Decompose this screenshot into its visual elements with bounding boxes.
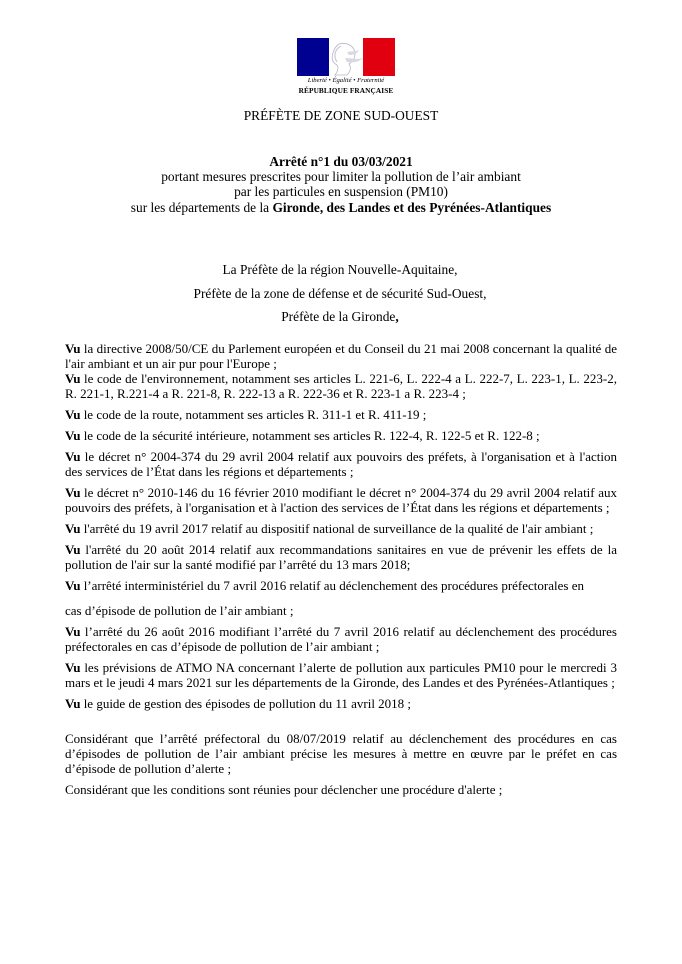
decree-subject-line-3 xyxy=(100,200,582,215)
republique-francaise-logo xyxy=(293,38,399,100)
vu-keyword: Vu xyxy=(65,624,81,639)
departments-list: Gironde, des Landes et des Pyrénées-Atlantiques xyxy=(272,199,552,215)
vu-text: l’arrêté du 26 août 2016 modifiant l’arrêté du 7 avril 2016 relatif au déclenchement des procédures préfectorales en cas d’épisode de pollution de l’air ambiant ; xyxy=(65,624,617,654)
considerant-item: Considérant que les conditions sont réunies pour déclencher une procédure d'alerte ; xyxy=(65,782,503,797)
vu-keyword: Vu xyxy=(65,521,81,536)
authority-line-region: La Préfète de la région Nouvelle-Aquitaine, xyxy=(222,262,458,277)
vu-item xyxy=(65,407,617,422)
vu-keyword: Vu xyxy=(65,428,81,443)
authority-gironde-text: Préfète de la Gironde xyxy=(281,309,396,324)
republique-francaise-label: RÉPUBLIQUE FRANÇAISE xyxy=(298,86,394,95)
vu-item xyxy=(65,624,617,654)
vu-text: le guide de gestion des épisodes de pollution du 11 avril 2018 ; xyxy=(80,696,412,711)
vu-item-continuation: cas d’épisode de pollution de l’air ambiant ; xyxy=(65,603,294,618)
issuing-authority-header: PRÉFÈTE DE ZONE SUD-OUEST xyxy=(243,108,439,123)
vu-text: le décret n° 2010-146 du 16 février 2010 modifiant le décret n° 2004-374 du 29 avril 2004 relatif aux pouvoirs des préfets, à l'organisation et à l'action des services de l’État dans les régions et départements ; xyxy=(65,485,617,515)
vu-keyword: Vu xyxy=(65,371,81,386)
vu-keyword: Vu xyxy=(65,696,81,711)
republic-motto: Liberté • Égalité • Fraternité xyxy=(307,77,385,84)
vu-keyword: Vu xyxy=(65,660,81,675)
authority-gironde-comma: , xyxy=(395,309,399,324)
decree-body xyxy=(65,341,617,797)
vu-item xyxy=(65,521,617,536)
vu-item xyxy=(65,341,617,371)
decree-subject-prefix: sur les départements de la xyxy=(130,199,273,215)
vu-text: l'arrêté du 19 avril 2017 relatif au dispositif national de surveillance de la qualité de l'air ambiant ; xyxy=(80,521,594,536)
vu-text: le code de la route, notamment ses articles R. 311-1 et R. 411-19 ; xyxy=(80,407,427,422)
vu-keyword: Vu xyxy=(65,407,81,422)
tricolor-flag-icon xyxy=(297,38,395,76)
vu-text: le code de l'environnement, notamment ses articles L. 221-6, L. 222-4 a L. 222-7, L. 223-1, L. 223-2, R. 221-1, R.221-4 a R. 221-8, R. 222-13 a R. 222-36 et R. 223-1 a R. 223-4 ; xyxy=(65,371,617,401)
vu-text: les prévisions de ATMO NA concernant l’alerte de pollution aux particules PM10 pour le mercredi 3 mars et le jeudi 4 mars 2021 sur les départements de la Gironde, des Landes et des Pyrénées-Atlantiques ; xyxy=(65,660,617,690)
authority-line-zone: Préfète de la zone de défense et de sécurité Sud-Ouest, xyxy=(193,285,487,301)
vu-text: la directive 2008/50/CE du Parlement européen et du Conseil du 21 mai 2008 concernant la qualité de l'air ambiant et un air pur pour l'Europe ; xyxy=(65,341,617,371)
vu-text: l’arrêté interministériel du 7 avril 2016 relatif au déclenchement des procédures préfectorales en xyxy=(80,578,584,593)
vu-item xyxy=(65,371,617,401)
vu-item xyxy=(65,449,617,479)
vu-keyword: Vu xyxy=(65,485,81,500)
vu-keyword: Vu xyxy=(65,542,81,557)
vu-keyword: Vu xyxy=(65,341,81,356)
vu-text: le code de la sécurité intérieure, notamment ses articles R. 122-4, R. 122-5 et R. 122-8 ; xyxy=(80,428,540,443)
vu-item xyxy=(65,485,617,515)
vu-item xyxy=(65,696,617,711)
vu-text: l'arrêté du 20 août 2014 relatif aux recommandations sanitaires en vue de prévenir les effets de la pollution de l'air sur la santé modifié par l’arrêté du 13 mars 2018; xyxy=(65,542,617,572)
authority-block xyxy=(150,258,530,329)
authority-line-gironde xyxy=(150,305,530,329)
vu-keyword: Vu xyxy=(65,578,81,593)
considerant-item: Considérant que l’arrêté préfectoral du 08/07/2019 relatif au déclenchement des procédures en cas d’épisodes de pollution de l’air ambiant précise les mesures à mettre en œuvre par le préfet en cas d’épisode de pollution d’alerte ; xyxy=(65,731,617,776)
vu-item xyxy=(65,428,617,443)
vu-item xyxy=(65,660,617,690)
decree-subject-line-1: portant mesures prescrites pour limiter la pollution de l’air ambiant xyxy=(161,169,521,185)
vu-item xyxy=(65,542,617,572)
decree-title xyxy=(100,154,582,215)
vu-item xyxy=(65,578,617,593)
decree-number: Arrêté n°1 du 03/03/2021 xyxy=(269,154,413,169)
vu-text: le décret n° 2004-374 du 29 avril 2004 relatif aux pouvoirs des préfets, à l'organisation et à l'action des services de l’État dans les régions et départements ; xyxy=(65,449,617,479)
decree-subject-line-2: par les particules en suspension (PM10) xyxy=(234,184,448,200)
vu-keyword: Vu xyxy=(65,449,81,464)
marianne-icon xyxy=(329,40,362,76)
